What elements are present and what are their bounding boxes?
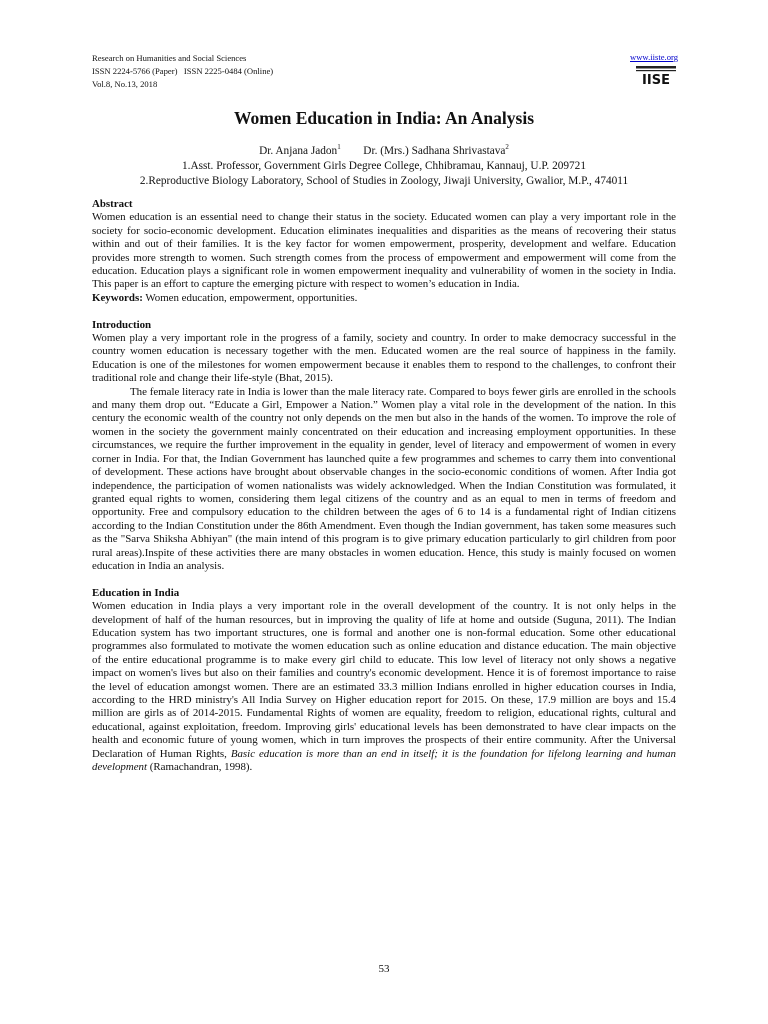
education-citation: (Ramachandran, 1998). [147, 761, 253, 774]
website-link[interactable]: www.iiste.org [630, 52, 678, 62]
introduction-heading: Introduction [92, 318, 152, 331]
keywords-label: Keywords: [92, 291, 143, 304]
author-block [92, 140, 676, 189]
education-quote: Basic education is more than an end in itself; it is the foundation for lifelong learning and human development [92, 747, 676, 774]
author-2-sup: 2 [505, 143, 509, 151]
author-2: Dr. (Mrs.) Sadhana Shrivastava [363, 144, 506, 157]
keywords-text: Women education, empowerment, opportunities. [142, 291, 358, 304]
author-1: Dr. Anjana Jadon [259, 144, 338, 157]
volume-line: Vol.8, No.13, 2018 [92, 79, 158, 89]
affiliation-2: 2.Reproductive Biology Laboratory, School of Studies in Zoology, Jiwaji University, Gwalior, M.P., 474011 [139, 174, 629, 187]
logo-text: IISE [642, 73, 670, 87]
header-right [616, 52, 678, 87]
paper-title: Women Education in India: An Analysis [233, 108, 535, 128]
keywords-line [92, 292, 676, 305]
introduction-paragraph-1: Women play a very important role in the progress of a family, society and country. In order to make democracy successful in the country women education is necessary together with the men. Educated women are the real source of happiness in the family. Education is one of the milestones for women empowerment because it enables them to respond to the challenges, to confront their traditional role and change their life-style (Bhat, 2015). [92, 332, 676, 385]
education-paragraph-1 [92, 600, 676, 774]
abstract-text: Women education is an essential need to change their status in the society. Educated women can play a very important role in the society for socio-economic development. Education eliminates inequalities and disparities as the means of recovering their status within and out of their families. It is the key factor for women empowerment, prosperity, development and welfare. Education provides more strength to women. Such strength comes from the process of empowerment and empowerment will come from the education. Education plays a significant role in women empowerment inequality and vulnerability of women in the society in India. This paper is an effort to capture the emerging picture with respect to women’s education in India. [92, 211, 676, 291]
affiliation-1: 1.Asst. Professor, Government Girls Degree College, Chhibramau, Kannauj, U.P. 209721 [182, 159, 586, 172]
author-line [92, 140, 676, 159]
introduction-paragraph-2: The female literacy rate in India is lower than the male literacy rate. Compared to boys fewer girls are enrolled in the schools and many them drop out. “Educate a Girl, Empower a Nation.” Women play a vital role in the development of the nation. In this century the economic wealth of the country not only depends on the men but also in the hands of the women. To improve the role of women in the society the government mainly concentrated on their education and increasing employment opportunities. In these circumstances, we require the further improvement in the equality in gender, level of literacy and empowerment of women in every corner in India. For that, the Indian Government has launched quite a few programmes and schemes to carry them into conventional of development. These actions have brought about observable changes in the socio-economic conditions of women. After India got independence, the participation of women nationalists was widely acknowledged. When the Indian Constitution was formulated, it granted equal rights to women, considering them legal citizens of the country and as an equal to men in terms of freedom and opportunity. Free and compulsory education to the children between the ages of 6 to 14 is a fundamental right of Indian citizens according to the Indian Constitution under the 86th Amendment. Even though the Indian government, has taken some measures such as the "Sarva Shiksha Abhiyan" (the main intend of this program is to give primary education particularly to girl children from poor rural areas).Inspite of these activities there are many obstacles in women education. Hence, this study is mainly focused on women education in India an analysis. [92, 385, 676, 572]
paper-body [92, 198, 676, 774]
journal-name: Research on Humanities and Social Sciences [92, 53, 247, 63]
education-text: Women education in India plays a very important role in the overall development of the country. It is not only helps in the development of half of the human resources, but in improving the quality of life at home and outside (Suguna, 2011). The Indian Education system has two important structures, one is formal and another one is non-formal education. Some other educational programmes also formulated to motivate the women education such as online education and distance education. The main objective of the entire educational programme is to make every girl child to educate. This low level of literacy not only shows a negative impact on women's lives but also on their families and country's economic development. Hence it is of foremost importance to raise the level of education amongst women. There are an estimated 33.3 million Indians enrolled in higher education courses in India, according to the HRD ministry's All India Survey on Higher education report for 2015. On these, 17.9 million are boys and 15.4 million are girls as of 2014-2015. Fundamental Rights of women are equality, freedom to religion, educational rights, cultural and educational, against exploitation, freedom. Improving girls' educational levels has been demonstrated to have clear impacts on the health and economic future of young women, which in turn improves the prospects of their entire community. After the Universal Declaration of Human Rights, [92, 600, 676, 760]
iiste-logo [634, 65, 678, 87]
issn-line: ISSN 2224-5766 (Paper) ISSN 2225-0484 (Online) [92, 66, 274, 76]
education-heading: Education in India [92, 586, 180, 599]
journal-header [92, 52, 273, 91]
abstract-heading: Abstract [92, 198, 133, 210]
author-1-sup: 1 [337, 143, 341, 151]
page-number: 53 [378, 963, 390, 975]
